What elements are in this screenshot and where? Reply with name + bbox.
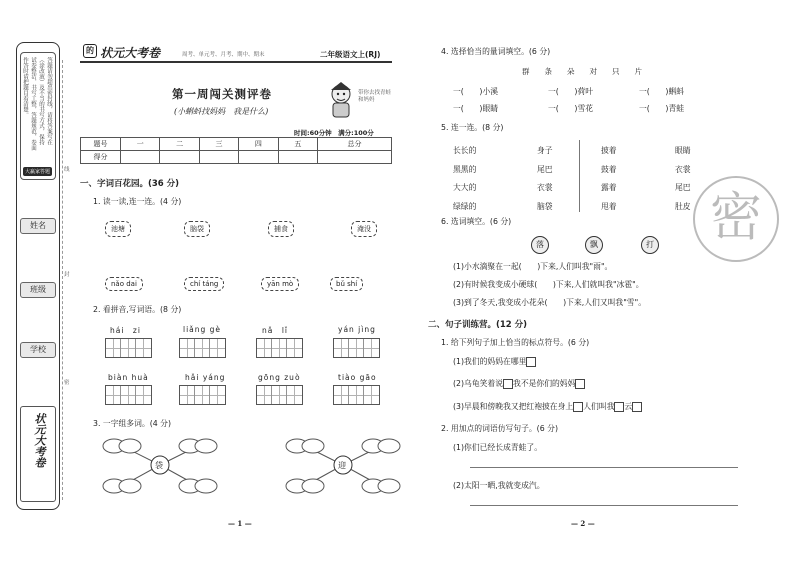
punct-box[interactable] [575, 379, 585, 389]
center-char: 袋 [155, 461, 163, 470]
score-input[interactable] [278, 151, 317, 164]
table-cell: 三 [199, 138, 238, 151]
question-1: 1. 读一读,连一连。(4 分) [93, 197, 182, 206]
answer-line[interactable] [470, 467, 738, 468]
time-info: 时间:60分钟 满分:100分 [294, 129, 374, 137]
seal-mark: 封 [64, 272, 70, 278]
seal-mark: 线 [64, 167, 70, 173]
table-cell: 一 [121, 138, 160, 151]
match-column [675, 142, 691, 216]
match-item: 鼓着 [601, 164, 617, 174]
fill-blank: 一( )蝌蚪 [639, 87, 685, 96]
fill-blank: 一( )雪花 [548, 104, 594, 113]
name-field[interactable]: 姓名 [20, 218, 56, 234]
question-2: 2. 看拼音,写词语。(8 分) [93, 305, 182, 314]
table-cell: 得分 [81, 151, 121, 164]
pinyin-pill: yān mò [261, 277, 299, 291]
question-6: 6. 选词填空。(6 分) [441, 217, 512, 226]
writing-grid[interactable] [333, 385, 380, 405]
score-input[interactable] [199, 151, 238, 164]
seal-mark: 密 [64, 380, 70, 386]
punct-box[interactable] [632, 402, 642, 412]
pinyin-label: hǎi yáng [185, 373, 226, 382]
brand-logo-icon: 的 [83, 44, 97, 58]
pinyin-label: yán jìng [338, 325, 376, 334]
fill-blank: 一( )青蛙 [639, 104, 685, 113]
word-pill: 淹没 [351, 221, 377, 237]
question-5: 5. 连一连。(8 分) [441, 123, 504, 132]
table-row [81, 151, 392, 164]
sidebar-brand [20, 406, 56, 502]
writing-grid[interactable] [256, 338, 303, 358]
page-number: — 2 — [571, 519, 595, 528]
mascot-icon [325, 80, 357, 120]
grade-label: 二年级语文上(RJ) [320, 50, 381, 59]
match-column [537, 142, 553, 216]
match-column [601, 142, 617, 216]
page-number: — 1 — [228, 519, 252, 528]
score-input[interactable] [239, 151, 278, 164]
punct-box[interactable] [526, 357, 536, 367]
match-item: 肚皮 [675, 201, 691, 211]
sentence-text: 我不是你们的妈妈 [513, 379, 576, 388]
fill-blank: 一( )眼睛 [453, 104, 499, 113]
pinyin-pill: nǎo dai [105, 277, 143, 291]
table-cell: 题号 [81, 138, 121, 151]
pinyin-label: biàn huà [108, 373, 149, 382]
match-item: 披着 [601, 146, 617, 155]
header-rule [80, 61, 392, 63]
score-input[interactable] [160, 151, 199, 164]
punct-sentence [453, 378, 585, 389]
fill-sentence: (1)小水滴聚在一起( )下来,人们叫我"雨"。 [453, 262, 613, 271]
word-pill: 捕食 [268, 221, 294, 237]
model-sentence: (1)你们已经长成青蛙了。 [453, 443, 543, 452]
fill-sentence: (2)有时候我变成小硬球( )下来,人们就叫我"冰雹"。 [453, 280, 644, 289]
notice-line: 试卷整洁，书写工整，答题规范，卷面 [30, 57, 36, 151]
table-cell: 二 [160, 138, 199, 151]
fill-blank: 一( )小溪 [453, 87, 499, 96]
writing-grid[interactable] [179, 338, 226, 358]
exam-types: 周考、单元考、月考、期中、期末 [182, 52, 265, 58]
match-item: 身子 [537, 146, 553, 155]
notice-line: （涂改液）及不当的书写方式，保持 [38, 57, 44, 145]
writing-grid[interactable] [179, 385, 226, 405]
sentence-text: 人们叫我 [583, 402, 615, 411]
table-cell: 总分 [318, 138, 392, 151]
seal-line [62, 60, 63, 500]
divider [579, 140, 580, 212]
match-column [453, 142, 476, 216]
section-2-heading: 二、句子训练营。(12 分) [428, 320, 528, 330]
punct-box[interactable] [503, 379, 513, 389]
pinyin-pill: bǔ shí [330, 277, 363, 291]
pinyin-label: nǎ lǐ [262, 326, 289, 335]
match-item: 脑袋 [537, 201, 553, 211]
mascot-caption: 带你去找青蛙和妈妈 [358, 90, 392, 103]
word-choice: 飘 [585, 236, 603, 254]
punct-sentence [453, 401, 642, 412]
question-3: 3. 一字组多词。(4 分) [93, 419, 172, 428]
pinyin-label: gōng zuò [258, 373, 301, 382]
class-field[interactable]: 班级 [20, 282, 56, 298]
pinyin-label: tiào gāo [338, 373, 377, 382]
table-cell: 四 [239, 138, 278, 151]
score-input[interactable] [121, 151, 160, 164]
match-item: 黑黑的 [453, 164, 477, 174]
writing-grid[interactable] [105, 338, 152, 358]
punct-box[interactable] [614, 402, 624, 412]
match-item: 衣裳 [675, 164, 691, 174]
pinyin-label: hái zi [110, 326, 141, 335]
punct-sentence [453, 356, 536, 367]
sentence-text: 云 [624, 402, 633, 411]
match-item: 绿绿的 [453, 201, 477, 211]
match-item: 尾巴 [537, 164, 553, 174]
punct-box[interactable] [573, 402, 583, 412]
word-pill: 脑袋 [184, 221, 210, 237]
sentence-text: (2)乌龟笑着说 [453, 379, 504, 388]
match-item: 尾巴 [675, 183, 691, 192]
fill-sentence: (3)到了冬天,我变成小花朵( )下来,人们又叫我"雪"。 [453, 298, 646, 307]
measure-word-bank: 群 条 朵 对 只 片 [522, 67, 642, 76]
section-1-heading: 一、字词百花园。(36 分) [80, 179, 180, 189]
notice-line: 作答时请把题目看清楚。 [22, 57, 28, 118]
page-subtitle: (小蝌蚪找妈妈 我是什么) [174, 107, 269, 116]
writing-grid[interactable] [333, 338, 380, 358]
school-field[interactable]: 学校 [20, 342, 56, 358]
match-item: 眼睛 [675, 146, 691, 155]
model-sentence: (2)太阳一晒,我就变成汽。 [453, 481, 545, 490]
question-s2-2: 2. 用加点的词语仿写句子。(6 分) [441, 424, 559, 433]
match-item: 衣裳 [537, 183, 553, 192]
match-item: 露着 [601, 183, 617, 192]
word-choice: 落 [531, 236, 549, 254]
fill-blank: 一( )荷叶 [548, 87, 594, 96]
page-title: 第一周闯关测评卷 [172, 87, 272, 101]
score-input[interactable] [318, 151, 392, 164]
sentence-text: (1)我们的妈妈在哪里 [453, 357, 527, 366]
confidential-watermark: 密 [693, 176, 779, 262]
pinyin-pill: chí táng [184, 277, 224, 291]
center-char: 迎 [338, 461, 346, 470]
match-item: 长长的 [453, 146, 477, 155]
writing-grid[interactable] [105, 385, 152, 405]
question-4: 4. 选择恰当的量词填空。(6 分) [441, 47, 551, 56]
answer-stamp: 大赢家答题 [25, 169, 51, 175]
answer-line[interactable] [470, 505, 738, 506]
brand-logo-text: 状元大考卷 [33, 413, 46, 468]
writing-grid[interactable] [256, 385, 303, 405]
brand-name: 状元大考卷 [100, 46, 161, 60]
notice-line: 答题请勿超出密封线，请将答案写在 [46, 57, 52, 145]
match-item: 大大的 [453, 183, 477, 192]
word-choice: 打 [641, 236, 659, 254]
sentence-text: (3)早晨和傍晚我又把红袍披在身上 [453, 402, 574, 411]
score-table [80, 137, 392, 164]
match-item: 甩着 [601, 201, 617, 211]
table-cell: 五 [278, 138, 317, 151]
word-pill: 池塘 [105, 221, 131, 237]
question-s2-1: 1. 给下列句子加上恰当的标点符号。(6 分) [441, 338, 590, 347]
pinyin-label: liǎng gè [183, 325, 222, 334]
exam-notice [20, 52, 56, 180]
table-row [81, 138, 392, 151]
